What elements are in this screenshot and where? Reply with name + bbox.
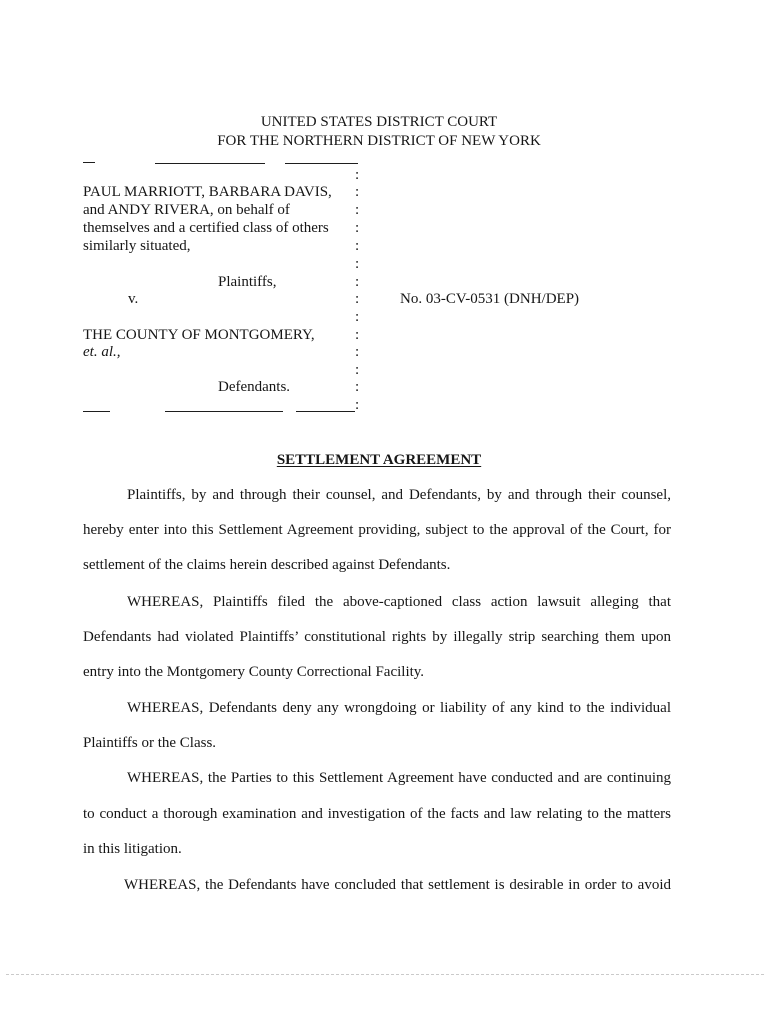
versus-label: v. bbox=[128, 291, 139, 307]
caption-colon: : bbox=[355, 202, 360, 218]
body-line: WHEREAS, the Parties to this Settlement Agreement have conducted and are continuing bbox=[127, 770, 671, 786]
body-line: in this litigation. bbox=[83, 841, 182, 857]
caption-colon: : bbox=[355, 397, 360, 413]
body-line: Plaintiffs or the Class. bbox=[83, 735, 217, 751]
body-line: WHEREAS, Plaintiffs filed the above-captioned class action lawsuit alleging that bbox=[127, 594, 671, 610]
court-district: FOR THE NORTHERN DISTRICT OF NEW YORK bbox=[217, 133, 541, 149]
caption-colon: : bbox=[355, 220, 360, 236]
caption-colon: : bbox=[355, 309, 360, 325]
body-line: to conduct a thorough examination and investigation of the facts and law relating to the matters bbox=[83, 806, 671, 822]
body-line: hereby enter into this Settlement Agreement providing, subject to the approval of the Court, for bbox=[83, 522, 671, 538]
body-line: Defendants had violated Plaintiffs’ constitutional rights by illegally strip searching them upon bbox=[83, 629, 671, 645]
case-number: No. 03-CV-0531 (DNH/DEP) bbox=[400, 291, 580, 307]
caption-colon: : bbox=[355, 256, 360, 272]
body-line: entry into the Montgomery County Correctional Facility. bbox=[83, 664, 425, 680]
scan-artifact-line bbox=[6, 974, 764, 975]
body-line: WHEREAS, the Defendants have concluded that settlement is desirable in order to avoid bbox=[124, 877, 671, 893]
body-line: settlement of the claims herein described against Defendants. bbox=[83, 557, 451, 573]
plaintiffs-line: similarly situated, bbox=[83, 238, 191, 254]
defendants-line: et. al., bbox=[83, 344, 121, 360]
defendants-line: THE COUNTY OF MONTGOMERY, bbox=[83, 327, 315, 343]
plaintiffs-line: themselves and a certified class of others bbox=[83, 220, 329, 236]
caption-top-rule-short bbox=[83, 162, 95, 163]
plaintiffs-line: PAUL MARRIOTT, BARBARA DAVIS, bbox=[83, 184, 332, 200]
caption-colon: : bbox=[355, 327, 360, 343]
caption-colon: : bbox=[355, 344, 360, 360]
body-line: WHEREAS, Defendants deny any wrongdoing or liability of any kind to the individual bbox=[127, 700, 671, 716]
caption-bottom-rule-right bbox=[296, 411, 355, 412]
caption-colon: : bbox=[355, 379, 360, 395]
plaintiffs-line: and ANDY RIVERA, on behalf of bbox=[83, 202, 290, 218]
caption-colon: : bbox=[355, 291, 360, 307]
caption-colon: : bbox=[355, 362, 360, 378]
defendants-label: Defendants. bbox=[218, 379, 291, 395]
body-line: Plaintiffs, by and through their counsel, and Defendants, by and through their counsel, bbox=[127, 487, 671, 503]
caption-colon: : bbox=[355, 184, 360, 200]
caption-bottom-rule bbox=[165, 411, 283, 412]
plaintiffs-label: Plaintiffs, bbox=[218, 274, 277, 290]
caption-top-rule-right bbox=[285, 163, 358, 164]
caption-colon: : bbox=[355, 274, 360, 290]
caption-bottom-rule-short bbox=[83, 411, 110, 412]
court-name: UNITED STATES DISTRICT COURT bbox=[260, 114, 498, 130]
caption-top-rule bbox=[155, 163, 265, 164]
caption-colon: : bbox=[355, 167, 360, 183]
caption-colon: : bbox=[355, 238, 360, 254]
document-title: SETTLEMENT AGREEMENT bbox=[276, 452, 482, 468]
